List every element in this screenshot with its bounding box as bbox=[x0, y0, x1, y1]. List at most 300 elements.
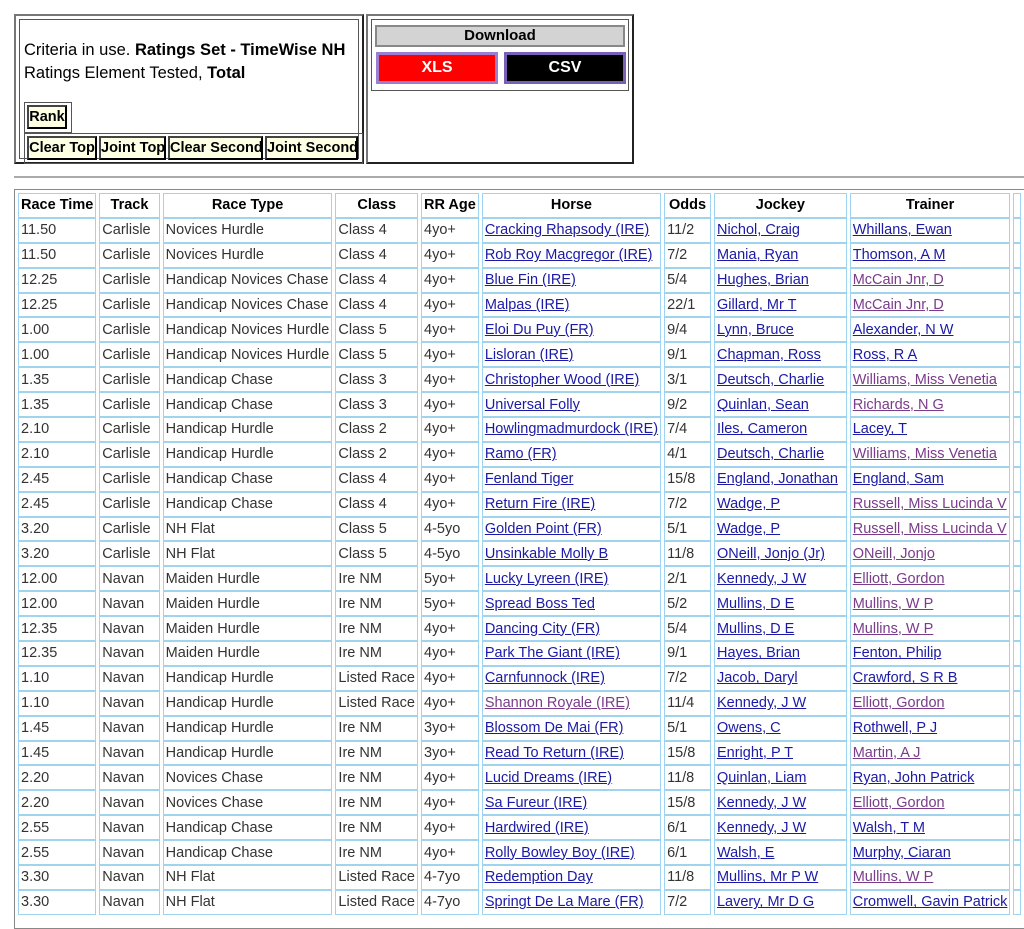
cell-track: Carlisle bbox=[99, 417, 159, 442]
cell-rr-age: 4-5yo bbox=[421, 517, 479, 542]
horse-link[interactable]: Return Fire (IRE) bbox=[482, 492, 661, 517]
horse-link[interactable]: Eloi Du Puy (FR) bbox=[482, 317, 661, 342]
cell-race-time: 1.45 bbox=[18, 741, 96, 766]
table-row bbox=[18, 317, 1021, 342]
results-body bbox=[18, 218, 1021, 915]
jockey-link[interactable]: Kennedy, J W bbox=[714, 566, 847, 591]
horse-link[interactable]: Springt De La Mare (FR) bbox=[482, 890, 661, 915]
trainer-link[interactable]: McCain Jnr, D bbox=[850, 268, 1011, 293]
trainer-link[interactable]: Murphy, Ciaran bbox=[850, 840, 1011, 865]
cell-class: Ire NM bbox=[335, 765, 418, 790]
cell-odds: 11/4 bbox=[664, 691, 711, 716]
cell-class: Ire NM bbox=[335, 840, 418, 865]
cell-class: Class 4 bbox=[335, 467, 418, 492]
cell-track: Navan bbox=[99, 591, 159, 616]
jockey-link[interactable]: Mania, Ryan bbox=[714, 243, 847, 268]
cell-race-type: Handicap Hurdle bbox=[163, 716, 333, 741]
cell-extra bbox=[1013, 765, 1021, 790]
cell-rr-age: 3yo+ bbox=[421, 716, 479, 741]
trainer-link[interactable]: Rothwell, P J bbox=[850, 716, 1011, 741]
cell-odds: 5/4 bbox=[664, 268, 711, 293]
cell-odds: 15/8 bbox=[664, 741, 711, 766]
trainer-link[interactable]: Mullins, W P bbox=[850, 865, 1011, 890]
header-race-type: Race Type bbox=[163, 193, 333, 218]
jockey-link[interactable]: Mullins, D E bbox=[714, 616, 847, 641]
jockey-link[interactable]: Enright, P T bbox=[714, 741, 847, 766]
jockey-link[interactable]: England, Jonathan bbox=[714, 467, 847, 492]
jockey-link[interactable]: Gillard, Mr T bbox=[714, 293, 847, 318]
results-table bbox=[15, 193, 1024, 915]
cell-rr-age: 4yo+ bbox=[421, 317, 479, 342]
cell-track: Navan bbox=[99, 566, 159, 591]
table-row bbox=[18, 741, 1021, 766]
table-row bbox=[18, 840, 1021, 865]
element-prefix: Ratings Element Tested, bbox=[24, 64, 203, 82]
cell-race-type: Novices Hurdle bbox=[163, 218, 333, 243]
cell-race-type: Handicap Chase bbox=[163, 840, 333, 865]
header-odds: Odds bbox=[664, 193, 711, 218]
cell-race-time: 2.55 bbox=[18, 815, 96, 840]
cell-class: Listed Race bbox=[335, 666, 418, 691]
cell-race-type: NH Flat bbox=[163, 517, 333, 542]
rank-button[interactable]: Rank bbox=[27, 105, 67, 129]
cell-race-type: Novices Chase bbox=[163, 765, 333, 790]
cell-odds: 11/8 bbox=[664, 865, 711, 890]
horse-link[interactable]: Rolly Bowley Boy (IRE) bbox=[482, 840, 661, 865]
cell-class: Ire NM bbox=[335, 716, 418, 741]
cell-class: Ire NM bbox=[335, 591, 418, 616]
cell-race-time: 1.45 bbox=[18, 716, 96, 741]
cell-rr-age: 4yo+ bbox=[421, 268, 479, 293]
cell-race-type: NH Flat bbox=[163, 865, 333, 890]
cell-rr-age: 4yo+ bbox=[421, 815, 479, 840]
cell-rr-age: 5yo+ bbox=[421, 566, 479, 591]
horse-link[interactable]: Sa Fureur (IRE) bbox=[482, 790, 661, 815]
cell-race-type: Handicap Novices Chase bbox=[163, 268, 333, 293]
trainer-link[interactable]: Williams, Miss Venetia bbox=[850, 367, 1011, 392]
cell-odds: 5/4 bbox=[664, 616, 711, 641]
jockey-link[interactable]: Nichol, Craig bbox=[714, 218, 847, 243]
trainer-link[interactable]: Elliott, Gordon bbox=[850, 691, 1011, 716]
cell-race-type: Handicap Hurdle bbox=[163, 666, 333, 691]
trainer-link[interactable]: Russell, Miss Lucinda V bbox=[850, 492, 1011, 517]
ratings-set-label: Ratings Set - TimeWise NH bbox=[134, 41, 346, 59]
cell-race-type: Handicap Chase bbox=[163, 367, 333, 392]
cell-rr-age: 4yo+ bbox=[421, 392, 479, 417]
trainer-link[interactable]: Richards, N G bbox=[850, 392, 1011, 417]
cell-race-time: 2.20 bbox=[18, 790, 96, 815]
criteria-panel bbox=[14, 14, 364, 164]
jockey-link[interactable]: Deutsch, Charlie bbox=[714, 442, 847, 467]
cell-class: Class 4 bbox=[335, 268, 418, 293]
cell-odds: 9/4 bbox=[664, 317, 711, 342]
cell-track: Carlisle bbox=[99, 392, 159, 417]
cell-race-time: 3.20 bbox=[18, 541, 96, 566]
jockey-link[interactable]: Jacob, Daryl bbox=[714, 666, 847, 691]
cell-odds: 9/1 bbox=[664, 342, 711, 367]
trainer-link[interactable]: Crawford, S R B bbox=[850, 666, 1011, 691]
cell-race-time: 12.00 bbox=[18, 591, 96, 616]
table-row bbox=[18, 790, 1021, 815]
cell-rr-age: 5yo+ bbox=[421, 591, 479, 616]
jockey-link[interactable]: Kennedy, J W bbox=[714, 790, 847, 815]
cell-race-type: Maiden Hurdle bbox=[163, 641, 333, 666]
trainer-link[interactable]: Cromwell, Gavin Patrick bbox=[850, 890, 1011, 915]
cell-class: Class 3 bbox=[335, 392, 418, 417]
horse-link[interactable]: Fenland Tiger bbox=[482, 467, 661, 492]
cell-extra bbox=[1013, 616, 1021, 641]
cell-track: Carlisle bbox=[99, 268, 159, 293]
cell-class: Class 2 bbox=[335, 442, 418, 467]
cell-extra bbox=[1013, 641, 1021, 666]
cell-rr-age: 4yo+ bbox=[421, 467, 479, 492]
cell-extra bbox=[1013, 317, 1021, 342]
cell-race-type: Handicap Novices Chase bbox=[163, 293, 333, 318]
cell-class: Class 5 bbox=[335, 317, 418, 342]
table-row bbox=[18, 666, 1021, 691]
jockey-link[interactable]: Mullins, D E bbox=[714, 591, 847, 616]
cell-race-time: 3.30 bbox=[18, 865, 96, 890]
cell-race-type: NH Flat bbox=[163, 890, 333, 915]
cell-rr-age: 4yo+ bbox=[421, 790, 479, 815]
table-row bbox=[18, 815, 1021, 840]
horse-link[interactable]: Lucky Lyreen (IRE) bbox=[482, 566, 661, 591]
jockey-link[interactable]: Deutsch, Charlie bbox=[714, 367, 847, 392]
cell-rr-age: 4yo+ bbox=[421, 218, 479, 243]
cell-class: Ire NM bbox=[335, 616, 418, 641]
cell-odds: 7/2 bbox=[664, 666, 711, 691]
trainer-link[interactable]: Lacey, T bbox=[850, 417, 1011, 442]
cell-class: Ire NM bbox=[335, 566, 418, 591]
horse-link[interactable]: Ramo (FR) bbox=[482, 442, 661, 467]
jockey-link[interactable]: Hughes, Brian bbox=[714, 268, 847, 293]
cell-extra bbox=[1013, 541, 1021, 566]
cell-race-time: 2.45 bbox=[18, 467, 96, 492]
cell-class: Ire NM bbox=[335, 641, 418, 666]
trainer-link[interactable]: Elliott, Gordon bbox=[850, 566, 1011, 591]
horse-link[interactable]: Lucid Dreams (IRE) bbox=[482, 765, 661, 790]
jockey-link[interactable]: Quinlan, Liam bbox=[714, 765, 847, 790]
cell-track: Carlisle bbox=[99, 517, 159, 542]
table-row bbox=[18, 641, 1021, 666]
cell-extra bbox=[1013, 367, 1021, 392]
horse-link[interactable]: Blue Fin (IRE) bbox=[482, 268, 661, 293]
cell-race-time: 1.10 bbox=[18, 666, 96, 691]
table-row bbox=[18, 218, 1021, 243]
horse-link[interactable]: Unsinkable Molly B bbox=[482, 541, 661, 566]
cell-extra bbox=[1013, 666, 1021, 691]
cell-extra bbox=[1013, 342, 1021, 367]
header-jockey: Jockey bbox=[714, 193, 847, 218]
cell-race-time: 2.10 bbox=[18, 442, 96, 467]
criteria-line-2 bbox=[24, 64, 245, 83]
horse-link[interactable]: Blossom De Mai (FR) bbox=[482, 716, 661, 741]
cell-odds: 15/8 bbox=[664, 790, 711, 815]
cell-class: Class 5 bbox=[335, 541, 418, 566]
cell-track: Carlisle bbox=[99, 367, 159, 392]
xls-download-button[interactable]: XLS bbox=[376, 52, 498, 84]
cell-rr-age: 4-7yo bbox=[421, 865, 479, 890]
horse-link[interactable]: Howlingmadmurdock (IRE) bbox=[482, 417, 661, 442]
horse-link[interactable]: Shannon Royale (IRE) bbox=[482, 691, 661, 716]
cell-extra bbox=[1013, 691, 1021, 716]
trainer-link[interactable]: McCain Jnr, D bbox=[850, 293, 1011, 318]
jockey-link[interactable]: Hayes, Brian bbox=[714, 641, 847, 666]
cell-extra bbox=[1013, 243, 1021, 268]
horse-link[interactable]: Read To Return (IRE) bbox=[482, 741, 661, 766]
cell-odds: 7/2 bbox=[664, 243, 711, 268]
cell-rr-age: 3yo+ bbox=[421, 741, 479, 766]
cell-track: Carlisle bbox=[99, 467, 159, 492]
trainer-link[interactable]: Ryan, John Patrick bbox=[850, 765, 1011, 790]
cell-extra bbox=[1013, 865, 1021, 890]
trainer-link[interactable]: Thomson, A M bbox=[850, 243, 1011, 268]
cell-track: Carlisle bbox=[99, 293, 159, 318]
jockey-link[interactable]: Kennedy, J W bbox=[714, 815, 847, 840]
cell-track: Carlisle bbox=[99, 541, 159, 566]
cell-class: Class 4 bbox=[335, 243, 418, 268]
header-race-time: Race Time bbox=[18, 193, 96, 218]
trainer-link[interactable]: Williams, Miss Venetia bbox=[850, 442, 1011, 467]
element-value: Total bbox=[207, 64, 246, 82]
jockey-link[interactable]: Wadge, P bbox=[714, 517, 847, 542]
jockey-link[interactable]: Owens, C bbox=[714, 716, 847, 741]
cell-race-time: 2.10 bbox=[18, 417, 96, 442]
cell-race-time: 3.20 bbox=[18, 517, 96, 542]
cell-odds: 5/1 bbox=[664, 716, 711, 741]
cell-extra bbox=[1013, 417, 1021, 442]
cell-odds: 11/8 bbox=[664, 541, 711, 566]
table-row bbox=[18, 367, 1021, 392]
cell-rr-age: 4yo+ bbox=[421, 293, 479, 318]
cell-extra bbox=[1013, 890, 1021, 915]
cell-class: Class 4 bbox=[335, 293, 418, 318]
table-row bbox=[18, 765, 1021, 790]
cell-race-time: 1.00 bbox=[18, 317, 96, 342]
cell-rr-age: 4yo+ bbox=[421, 840, 479, 865]
criteria-prefix: Criteria in use. bbox=[24, 41, 131, 59]
cell-odds: 11/2 bbox=[664, 218, 711, 243]
cell-race-type: Handicap Hurdle bbox=[163, 691, 333, 716]
cell-race-type: Novices Chase bbox=[163, 790, 333, 815]
cell-race-time: 2.20 bbox=[18, 765, 96, 790]
cell-rr-age: 4yo+ bbox=[421, 666, 479, 691]
cell-odds: 7/2 bbox=[664, 890, 711, 915]
horse-link[interactable]: Christopher Wood (IRE) bbox=[482, 367, 661, 392]
cell-race-time: 12.25 bbox=[18, 293, 96, 318]
trainer-link[interactable]: Mullins, W P bbox=[850, 616, 1011, 641]
cell-track: Navan bbox=[99, 790, 159, 815]
cell-race-type: NH Flat bbox=[163, 541, 333, 566]
cell-track: Navan bbox=[99, 865, 159, 890]
cell-extra bbox=[1013, 392, 1021, 417]
cell-track: Navan bbox=[99, 716, 159, 741]
horse-link[interactable]: Rob Roy Macgregor (IRE) bbox=[482, 243, 661, 268]
cell-rr-age: 4-7yo bbox=[421, 890, 479, 915]
criteria-inner bbox=[19, 19, 359, 159]
jockey-link[interactable]: ONeill, Jonjo (Jr) bbox=[714, 541, 847, 566]
header-track: Track bbox=[99, 193, 159, 218]
table-row bbox=[18, 243, 1021, 268]
cell-odds: 5/1 bbox=[664, 517, 711, 542]
cell-track: Carlisle bbox=[99, 442, 159, 467]
trainer-link[interactable]: Elliott, Gordon bbox=[850, 790, 1011, 815]
table-row bbox=[18, 492, 1021, 517]
table-row bbox=[18, 890, 1021, 915]
table-row bbox=[18, 691, 1021, 716]
cell-extra bbox=[1013, 218, 1021, 243]
horse-link[interactable]: Redemption Day bbox=[482, 865, 661, 890]
jockey-link[interactable]: Walsh, E bbox=[714, 840, 847, 865]
trainer-link[interactable]: Russell, Miss Lucinda V bbox=[850, 517, 1011, 542]
trainer-link[interactable]: ONeill, Jonjo bbox=[850, 541, 1011, 566]
clear-top-button[interactable]: Clear Top bbox=[27, 136, 97, 160]
cell-track: Carlisle bbox=[99, 243, 159, 268]
cell-race-type: Handicap Chase bbox=[163, 815, 333, 840]
cell-race-type: Handicap Chase bbox=[163, 467, 333, 492]
horse-link[interactable]: Cracking Rhapsody (IRE) bbox=[482, 218, 661, 243]
horse-link[interactable]: Lisloran (IRE) bbox=[482, 342, 661, 367]
cell-extra bbox=[1013, 591, 1021, 616]
jockey-link[interactable]: Quinlan, Sean bbox=[714, 392, 847, 417]
download-panel bbox=[366, 14, 634, 164]
cell-race-time: 3.30 bbox=[18, 890, 96, 915]
cell-race-type: Novices Hurdle bbox=[163, 243, 333, 268]
cell-race-time: 12.35 bbox=[18, 616, 96, 641]
trainer-link[interactable]: Walsh, T M bbox=[850, 815, 1011, 840]
cell-class: Class 5 bbox=[335, 342, 418, 367]
cell-track: Navan bbox=[99, 616, 159, 641]
horse-link[interactable]: Malpas (IRE) bbox=[482, 293, 661, 318]
cell-odds: 9/2 bbox=[664, 392, 711, 417]
cell-extra bbox=[1013, 517, 1021, 542]
cell-race-type: Handicap Hurdle bbox=[163, 442, 333, 467]
cell-odds: 15/8 bbox=[664, 467, 711, 492]
cell-race-time: 2.55 bbox=[18, 840, 96, 865]
joint-second-button[interactable]: Joint Second bbox=[265, 136, 358, 160]
cell-race-time: 12.00 bbox=[18, 566, 96, 591]
cell-rr-age: 4yo+ bbox=[421, 442, 479, 467]
cell-race-type: Handicap Chase bbox=[163, 392, 333, 417]
header-trainer: Trainer bbox=[850, 193, 1011, 218]
trainer-link[interactable]: England, Sam bbox=[850, 467, 1011, 492]
cell-class: Ire NM bbox=[335, 815, 418, 840]
cell-track: Navan bbox=[99, 691, 159, 716]
trainer-link[interactable]: Martin, A J bbox=[850, 741, 1011, 766]
header-rr-age: RR Age bbox=[421, 193, 479, 218]
cell-rr-age: 4yo+ bbox=[421, 342, 479, 367]
cell-race-type: Handicap Hurdle bbox=[163, 417, 333, 442]
horse-link[interactable]: Universal Folly bbox=[482, 392, 661, 417]
cell-race-time: 1.10 bbox=[18, 691, 96, 716]
cell-extra bbox=[1013, 293, 1021, 318]
trainer-link[interactable]: Fenton, Philip bbox=[850, 641, 1011, 666]
cell-race-type: Maiden Hurdle bbox=[163, 616, 333, 641]
cell-odds: 7/2 bbox=[664, 492, 711, 517]
trainer-link[interactable]: Mullins, W P bbox=[850, 591, 1011, 616]
cell-odds: 7/4 bbox=[664, 417, 711, 442]
cell-track: Navan bbox=[99, 666, 159, 691]
cell-extra bbox=[1013, 566, 1021, 591]
trainer-link[interactable]: Alexander, N W bbox=[850, 317, 1011, 342]
table-row bbox=[18, 716, 1021, 741]
cell-track: Navan bbox=[99, 741, 159, 766]
cell-extra bbox=[1013, 268, 1021, 293]
table-row bbox=[18, 616, 1021, 641]
cell-class: Listed Race bbox=[335, 691, 418, 716]
header-row bbox=[18, 193, 1021, 218]
table-row bbox=[18, 467, 1021, 492]
cell-class: Listed Race bbox=[335, 890, 418, 915]
table-row bbox=[18, 268, 1021, 293]
cell-class: Class 4 bbox=[335, 492, 418, 517]
horse-link[interactable]: Hardwired (IRE) bbox=[482, 815, 661, 840]
cell-track: Navan bbox=[99, 641, 159, 666]
cell-rr-age: 4yo+ bbox=[421, 765, 479, 790]
horse-link[interactable]: Park The Giant (IRE) bbox=[482, 641, 661, 666]
cell-extra bbox=[1013, 840, 1021, 865]
cell-class: Ire NM bbox=[335, 741, 418, 766]
jockey-link[interactable]: Wadge, P bbox=[714, 492, 847, 517]
cell-odds: 22/1 bbox=[664, 293, 711, 318]
cell-rr-age: 4yo+ bbox=[421, 641, 479, 666]
jockey-link[interactable]: Iles, Cameron bbox=[714, 417, 847, 442]
cell-odds: 5/2 bbox=[664, 591, 711, 616]
cell-rr-age: 4yo+ bbox=[421, 367, 479, 392]
table-row bbox=[18, 342, 1021, 367]
cell-odds: 4/1 bbox=[664, 442, 711, 467]
joint-top-button[interactable]: Joint Top bbox=[99, 136, 166, 160]
cell-rr-age: 4yo+ bbox=[421, 492, 479, 517]
horse-link[interactable]: Carnfunnock (IRE) bbox=[482, 666, 661, 691]
jockey-link[interactable]: Lynn, Bruce bbox=[714, 317, 847, 342]
jockey-link[interactable]: Mullins, Mr P W bbox=[714, 865, 847, 890]
cell-odds: 6/1 bbox=[664, 840, 711, 865]
table-row bbox=[18, 442, 1021, 467]
csv-download-button[interactable]: CSV bbox=[504, 52, 626, 84]
cell-race-time: 1.00 bbox=[18, 342, 96, 367]
table-row bbox=[18, 591, 1021, 616]
cell-extra bbox=[1013, 741, 1021, 766]
jockey-link[interactable]: Chapman, Ross bbox=[714, 342, 847, 367]
horse-link[interactable]: Dancing City (FR) bbox=[482, 616, 661, 641]
cell-race-time: 11.50 bbox=[18, 218, 96, 243]
horse-link[interactable]: Golden Point (FR) bbox=[482, 517, 661, 542]
cell-odds: 2/1 bbox=[664, 566, 711, 591]
cell-track: Navan bbox=[99, 890, 159, 915]
cell-race-time: 11.50 bbox=[18, 243, 96, 268]
clear-second-button[interactable]: Clear Second bbox=[168, 136, 263, 160]
cell-extra bbox=[1013, 815, 1021, 840]
cell-track: Navan bbox=[99, 765, 159, 790]
criteria-line-1 bbox=[24, 41, 345, 60]
cell-race-type: Handicap Hurdle bbox=[163, 741, 333, 766]
jockey-link[interactable]: Kennedy, J W bbox=[714, 691, 847, 716]
cell-rr-age: 4yo+ bbox=[421, 616, 479, 641]
trainer-link[interactable]: Ross, R A bbox=[850, 342, 1011, 367]
cell-race-time: 1.35 bbox=[18, 392, 96, 417]
cell-track: Navan bbox=[99, 815, 159, 840]
cell-class: Class 3 bbox=[335, 367, 418, 392]
cell-odds: 11/8 bbox=[664, 765, 711, 790]
jockey-link[interactable]: Lavery, Mr D G bbox=[714, 890, 847, 915]
cell-extra bbox=[1013, 716, 1021, 741]
horse-link[interactable]: Spread Boss Ted bbox=[482, 591, 661, 616]
header-extra bbox=[1013, 193, 1021, 218]
trainer-link[interactable]: Whillans, Ewan bbox=[850, 218, 1011, 243]
cell-race-type: Maiden Hurdle bbox=[163, 591, 333, 616]
header-horse: Horse bbox=[482, 193, 661, 218]
